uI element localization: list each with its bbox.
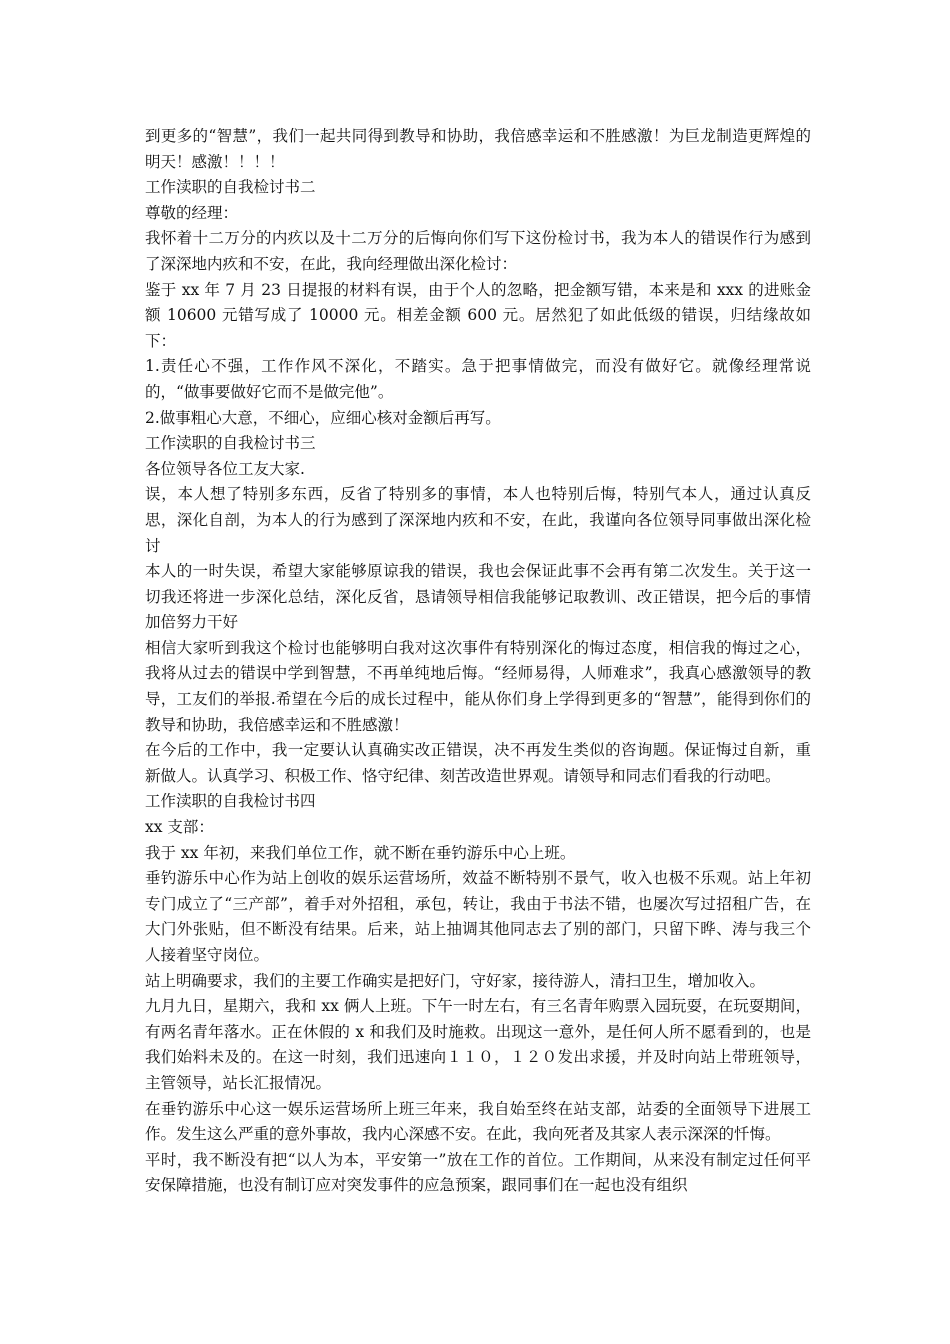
paragraph: 误，本人想了特别多东西，反省了特别多的事情，本人也特别后悔，特别气本人，通过认真反思，深化自剖，为本人的行为感到了深深地内疚和不安，在此，我谨向各位领导同事做出深化检讨	[145, 485, 811, 555]
paragraph: 我于 xx 年初，来我们单位工作，就不断在垂钓游乐中心上班。	[145, 843, 576, 862]
salutation: 尊敬的经理：	[145, 203, 239, 222]
paragraph: 相信大家听到我这个检讨也能够明白我对这次事件有特别深化的悔过态度，相信我的悔过之心， 我将从过去的错误中学到智慧，不再单纯地后悔。“经师易得，人师难求”，我真心感激领导的教导，工友们的举报.希望在今后的成长过程中，能从你们身上学得到更多的“智慧”，能得到你们的教导和协助，我倍感幸运和不胜感激！	[145, 638, 811, 734]
paragraph: 站上明确要求，我们的主要工作确实是把好门，守好家，接待游人，清扫卫生，增加收入。	[145, 971, 766, 990]
paragraph: 九月九日，星期六，我和 xx 俩人上班。下午一时左右，有三名青年购票入园玩耍，在玩耍期间，有两名青年落水。正在休假的 x 和我们及时施救。出现这一意外，是任何人所不愿看到的，也是我们始料未及的。在这一时刻，我们迅速向１１０，１２０发出求援，并及时向站上带班领导，主管领导，站长汇报情况。	[145, 997, 811, 1092]
document-body	[145, 124, 811, 1199]
paragraph: 我怀着十二万分的内疚以及十二万分的后悔向你们写下这份检讨书，我为本人的错误作行为感到了深深地内疚和不安，在此，我向经理做出深化检讨：	[145, 229, 811, 273]
section-heading-4: 工作渎职的自我检讨书四	[145, 792, 316, 811]
paragraph: 鉴于 xx 年 7 月 23 日提报的材料有误，由于个人的忽略，把金额写错，本来是和 xxx 的进账金额 10600 元错写成了 10000 元。相差金额 600 元。居然犯了如此低级的错误，归结缘故如下：	[145, 280, 811, 350]
list-item: 2.做事粗心大意，不细心，应细心核对金额后再写。	[145, 408, 501, 427]
section-heading-2: 工作渎职的自我检讨书二	[145, 178, 316, 197]
section-heading-3: 工作渎职的自我检讨书三	[145, 434, 316, 453]
paragraph: 平时，我不断没有把“以人为本，平安第一”放在工作的首位。工作期间，从来没有制定过任何平安保障措施，也没有制订应对突发事件的应急预案，跟同事们在一起也没有组织	[145, 1150, 811, 1195]
list-item: 1.责任心不强，工作作风不深化，不踏实。急于把事情做完，而没有做好它。就像经理常说的，“做事要做好它而不是做完他”。	[145, 357, 811, 401]
paragraph: 垂钓游乐中心作为站上创收的娱乐运营场所，效益不断特别不景气，收入也极不乐观。站上年初专门成立了“三产部”，着手对外招租，承包，转让，我由于书法不错，也屡次写过招租广告，在大门外张贴，但不断没有结果。后来，站上抽调其他同志去了别的部门，只留下晔、涛与我三个人接着坚守岗位。	[145, 869, 811, 964]
salutation: 各位领导各位工友大家.	[145, 459, 305, 478]
paragraph-continuation: 到更多的“智慧”，我们一起共同得到教导和协助，我倍感幸运和不胜感激！为巨龙制造更辉煌的明天！感激！！！！	[145, 127, 811, 171]
paragraph: 在今后的工作中，我一定要认认真确实改正错误，决不再发生类似的咨询题。保证悔过自新，重新做人。认真学习、积极工作、恪守纪律、刻苦改造世界观。请领导和同志们看我的行动吧。	[145, 741, 811, 785]
paragraph: 本人的一时失误，希望大家能够原谅我的错误，我也会保证此事不会再有第二次发生。关于这一切我还将进一步深化总结，深化反省，恳请领导相信我能够记取教训、改正错误，把今后的事情加倍努力干好	[145, 562, 811, 632]
paragraph: 在垂钓游乐中心这一娱乐运营场所上班三年来，我自始至终在站支部，站委的全面领导下进展工作。发生这么严重的意外事故，我内心深感不安。在此，我向死者及其家人表示深深的忏悔。	[145, 1099, 811, 1144]
salutation: xx 支部：	[145, 818, 214, 837]
